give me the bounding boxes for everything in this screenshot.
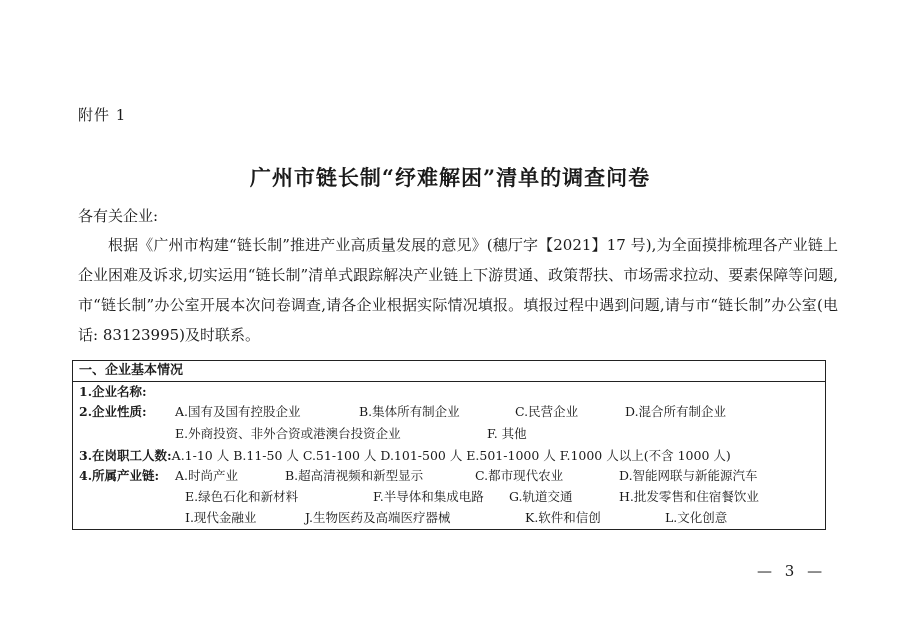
question-employee-count <box>79 447 731 465</box>
option[interactable]: J.生物医药及高端医疗器械 <box>305 510 451 525</box>
intro-paragraph: 根据《广州市构建“链长制”推进产业高质量发展的意见》(穗厅字【2021】17 号),为全面摸排梳理各产业链上企业困难及诉求,切实运用“链长制”清单式跟踪解决产业链上下游贯通、政策帮扶、市场需求拉动、要素保障等问题,市“链长制”办公室开展本次问卷调查,请各企业根据实际情况填报。填报过程中遇到问题,请与市“链长制”办公室(电话: 83123995)及时联系。 <box>78 236 838 344</box>
document-title: 广州市链长制“纾难解困”清单的调查问卷 <box>249 165 651 190</box>
option[interactable]: E.绿色石化和新材料 <box>185 489 299 504</box>
option[interactable]: B.超高清视频和新型显示 <box>285 468 424 483</box>
option[interactable]: D.智能网联与新能源汽车 <box>619 468 758 483</box>
question-label: 1.企业名称: <box>79 384 147 399</box>
option[interactable]: G.轨道交通 <box>509 489 573 504</box>
question-label: 4.所属产业链: <box>79 468 160 483</box>
question-industry-chain <box>79 467 819 529</box>
option[interactable]: A.国有及国有控股企业 <box>175 404 301 419</box>
option[interactable]: A.时尚产业 <box>175 468 239 483</box>
option[interactable]: C.民营企业 <box>515 404 579 419</box>
option[interactable]: D.混合所有制企业 <box>625 404 727 419</box>
attachment-label: 附件 1 <box>78 106 127 124</box>
option[interactable]: K.软件和信创 <box>525 510 601 525</box>
section-title: 一、企业基本情况 <box>73 361 825 382</box>
option[interactable]: F. 其他 <box>487 426 527 441</box>
page-number: — 3 — <box>757 562 827 580</box>
option[interactable]: B.集体所有制企业 <box>359 404 460 419</box>
question-label: 3.在岗职工人数: <box>79 448 172 463</box>
option-list[interactable]: A.1-10 人 B.11-50 人 C.51-100 人 D.101-500 人 E.501-1000 人 F.1000 人以上(不含 1000 人) <box>171 448 731 463</box>
question-company-name <box>79 383 147 401</box>
option[interactable]: I.现代金融业 <box>185 510 257 525</box>
option[interactable]: F.半导体和集成电路 <box>373 489 484 504</box>
survey-table <box>72 360 826 530</box>
question-company-type <box>79 403 819 443</box>
option[interactable]: H.批发零售和住宿餐饮业 <box>619 489 759 504</box>
option[interactable]: L.文化创意 <box>665 510 728 525</box>
option[interactable]: C.都市现代农业 <box>475 468 564 483</box>
question-label: 2.企业性质: <box>79 404 147 419</box>
option[interactable]: E.外商投资、非外合资或港澳台投资企业 <box>175 426 401 441</box>
salutation: 各有关企业: <box>78 207 159 225</box>
